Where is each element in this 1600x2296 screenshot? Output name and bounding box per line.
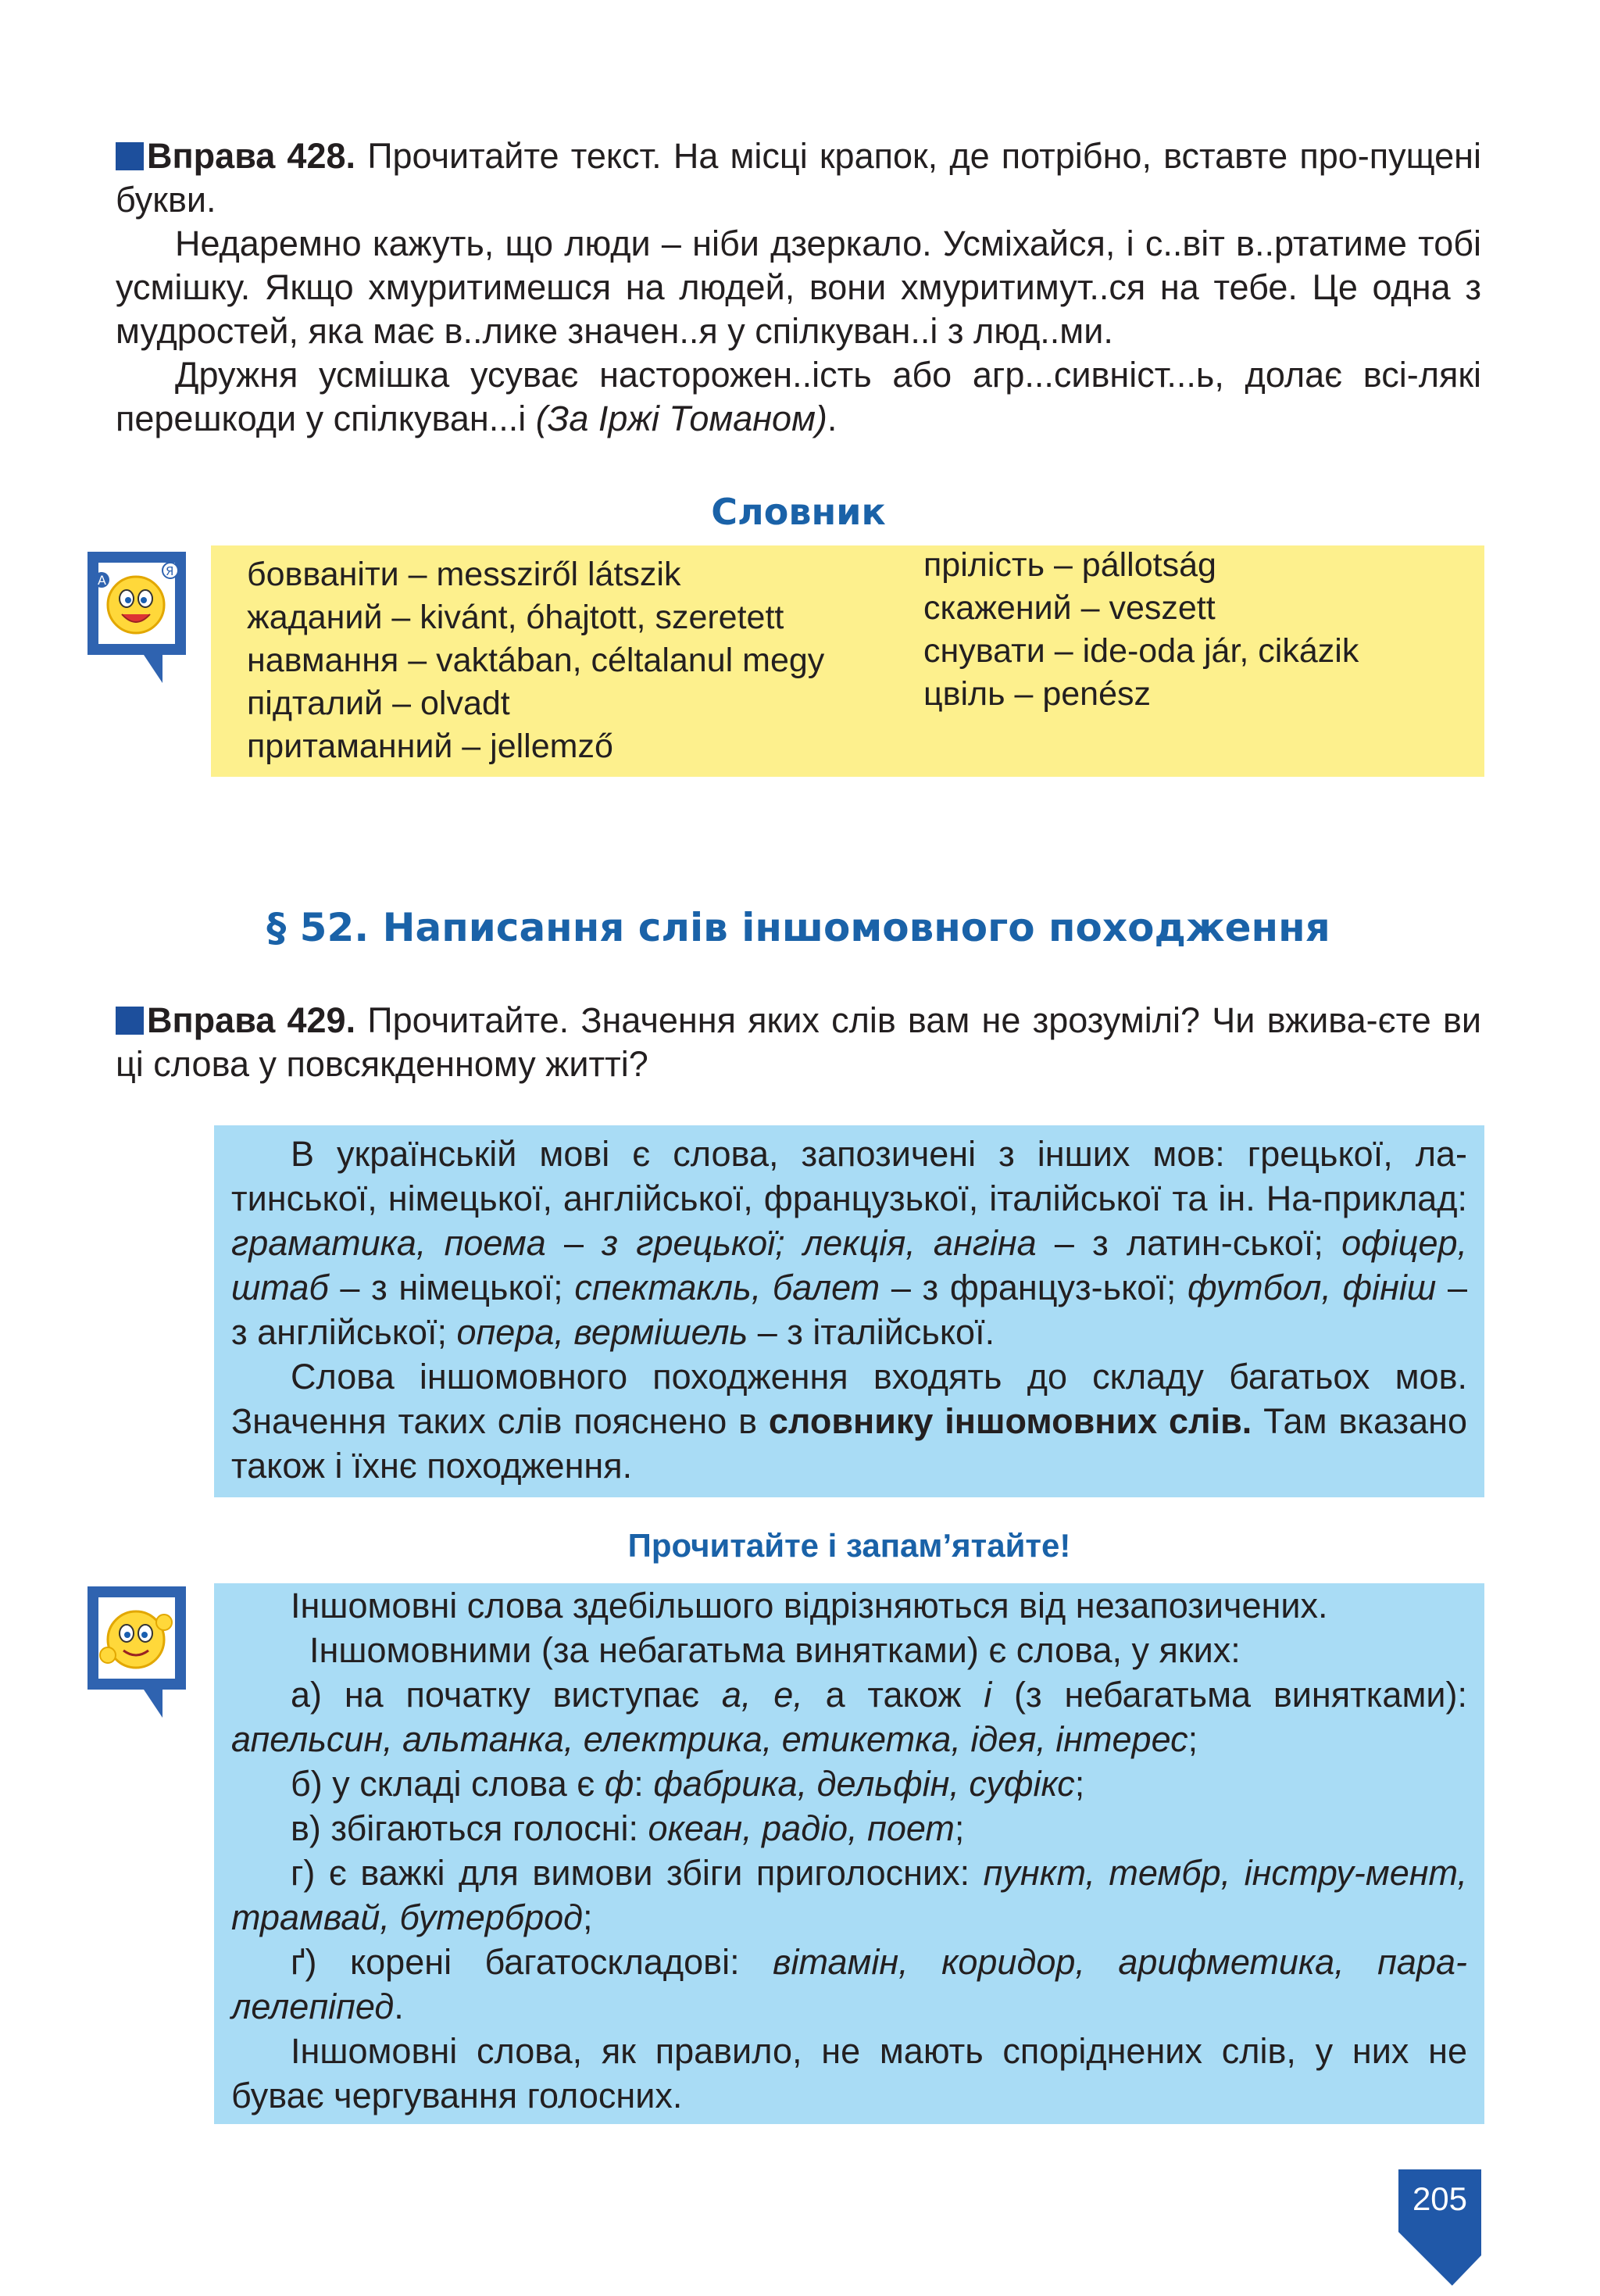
info-paragraph-1 [231,1132,1467,1354]
vocabulary-left-column [247,553,824,768]
rule-item-a [231,1672,1467,1761]
text: – [545,1223,602,1263]
exercise-square-icon [116,1007,144,1035]
exercise-label: Вправа 428. [147,136,356,176]
example: граматика, поема [231,1223,546,1263]
examples: апельсин, альтанка, електрика, етикетка, ідея, інтерес [231,1719,1188,1759]
text: ; [1074,1764,1085,1804]
section-title: § 52. Написання слів іншомовного походження [266,905,1330,950]
text: г) є важкі для вимови збіги приголосних: [291,1853,984,1893]
rule-item-b [231,1761,1467,1806]
examples: пункт, тембр, інстру-мент, трамвай, бутерброд [231,1853,1467,1937]
remember-box-text [231,1583,1467,2118]
text: – з німецької; [328,1268,575,1307]
vocab-entry: підталий – olvadt [247,685,510,722]
svg-text:А: А [98,573,106,588]
paragraph-end: . [827,399,838,438]
letters: і [984,1675,992,1715]
remember-title: Прочитайте і запам’ятайте! [627,1527,1071,1564]
vocabulary-box [211,545,1484,777]
exercise-label: Вправа 429. [147,1000,356,1040]
exercise-square-icon [116,142,144,170]
rule-line-3: Іншомовні слова, як правило, не мають споріднених слів, у них не буває чергування голосних. [231,2031,1467,2115]
bold-term: словнику іншомовних слів. [768,1401,1252,1441]
page-number: 205 [1412,2180,1468,2217]
exercise-428-paragraph-2 [116,353,1481,441]
vocab-entry: притаманний – jellemző [247,728,613,765]
example: спектакль, балет [574,1268,880,1307]
rule-item-e [231,1940,1467,2029]
info-box-text [231,1132,1467,1488]
page-number-tab [1398,2169,1481,2296]
text: . [394,1987,404,2026]
example: футбол, фініш [1188,1268,1437,1307]
text: – з англійської; [231,1268,1467,1352]
text: – з француз-ької; [880,1268,1188,1307]
example: опера, вермішель [456,1312,748,1352]
text: ; [954,1808,965,1848]
vocab-entry: снувати – ide-oda jár, cikázik [923,632,1359,670]
rule-item-d [231,1851,1467,1940]
letters: а, е, [721,1675,803,1715]
svg-text:Я: Я [166,564,174,578]
exercise-428-paragraph-1: Недаремно кажуть, що люди – ніби дзеркало. Усміхайся, і с..віт в..ртатиме тобі усмішку. Якщо хмуритимешся на людей, вони хмуритимут..ся на тебе. Це одна з мудростей, яка має в..лике значен..я у спілкуван..і з люд..ми. [116,224,1481,351]
exercise-429-task [116,999,1481,1086]
vocab-entry: прілість – pállotság [923,546,1216,584]
text: – з італійської. [748,1312,995,1352]
example: офіцер, штаб [231,1223,1468,1307]
exercise-task-text: Прочитайте текст. На місці крапок, де потрібно, вставте про-пущені букви. [116,136,1481,220]
examples: вітамін, коридор, арифметика, пара-лелепіпед [231,1942,1467,2026]
text: : [634,1764,654,1804]
vocabulary-title: Словник [711,491,886,533]
vocab-entry: навмання – vaktában, céltalanul megy [247,642,825,679]
text: а) на початку виступає [291,1675,722,1715]
text: в) збігаються голосні: [291,1808,648,1848]
text: б) у складі слова є [291,1764,605,1804]
text: ; [583,1897,593,1937]
vocab-entry: цвіль – penész [923,675,1151,713]
letters: ф [604,1764,634,1804]
info-box [214,1125,1484,1497]
text: В українській мові є слова, запозичені з інших мов: грецької, ла-тинської, німецької, англійської, французької, італійської та ін. На-приклад: [231,1134,1467,1218]
vocabulary-mascot-icon [81,549,191,693]
source-citation: (За Іржі Томаном) [535,399,827,438]
exercise-428-task [116,134,1481,222]
examples: океан, радіо, поет [648,1808,955,1848]
text: а також [802,1675,984,1715]
paragraph-text: Дружня усмішка усуває насторожен..ість або агр...сивніст...ь, долає всі-лякі перешкоди у спілкуван...і [116,355,1481,438]
text: – з латин-ської; [1036,1223,1342,1263]
text: Слова іншомовного походження входять до складу багатьох мов. Значення таких слів пояснено в [231,1357,1467,1441]
text: ґ) корені багатоскладові: [291,1942,773,1982]
examples: фабрика, дельфін, суфікс [653,1764,1075,1804]
rule-item-c [231,1806,1467,1851]
info-paragraph-2 [231,1354,1467,1488]
text: ; [1188,1719,1198,1759]
vocab-entry: бовваніти – messziről látszik [247,556,681,593]
example: з грецької; лекція, ангіна [602,1223,1037,1263]
text: Там вказано також і їхнє походження. [231,1401,1467,1486]
vocab-entry: жаданий – kivánt, óhajtott, szeretett [247,599,784,636]
text: (з небагатьма винятками): [991,1675,1468,1715]
vocabulary-right-column [923,544,1359,716]
remember-box [214,1583,1484,2124]
rule-line-2: Іншомовними (за небагатьма винятками) є слова, у яких: [309,1630,1241,1670]
vocab-entry: скажений – veszett [923,589,1216,627]
remember-mascot-icon [81,1583,191,1728]
rule-line-1: Іншомовні слова здебільшого відрізняються від незапозичених. [291,1586,1328,1625]
exercise-task-text: Прочитайте. Значення яких слів вам не зрозумілі? Чи вжива-єте ви ці слова у повсякденному житті? [116,1000,1481,1084]
